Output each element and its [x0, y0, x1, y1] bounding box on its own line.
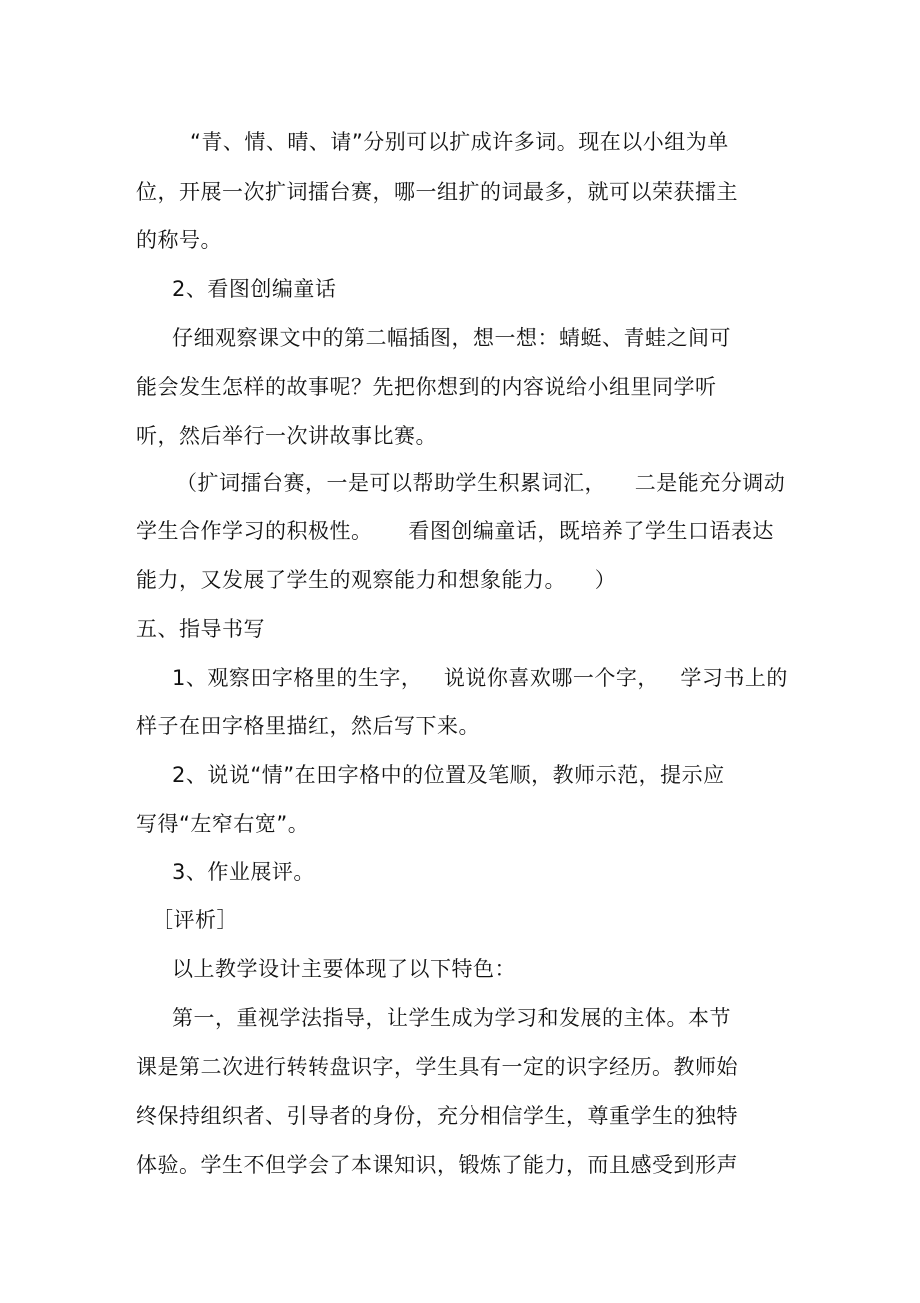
section-heading: 2、看图创编童话	[172, 277, 337, 301]
paragraph-line: 3、作业展评。	[172, 860, 315, 884]
paragraph-line: 仔细观察课文中的第二幅插图，想一想：蜻蜓、青蛙之间可	[172, 326, 731, 350]
commentary-line: （扩词擂台赛，一是可以帮助学生积累词汇， 二是能充分调动	[176, 471, 786, 495]
section-heading: 五、指导书写	[136, 617, 265, 641]
paragraph-line: 1、观察田字格里的生字， 说说你喜欢哪一个字， 学习书上的	[172, 666, 788, 690]
commentary-line: 学生合作学习的积极性。 看图创编童话，既培养了学生口语表达	[136, 519, 774, 543]
paragraph-line: 体验。学生不但学会了本课知识，锻炼了能力，而且感受到形声	[136, 1153, 738, 1177]
commentary-line: 能力，又发展了学生的观察能力和想象能力。 ）	[136, 568, 617, 592]
paragraph-line: 写得“左窄右宽”。	[136, 812, 310, 836]
paragraph-line: 听，然后举行一次讲故事比赛。	[136, 424, 437, 448]
paragraph-line: 2、说说“情”在田字格中的位置及笔顺，教师示范，提示应	[172, 763, 725, 787]
paragraph-line: 的称号。	[136, 228, 222, 252]
paragraph-line: 位，开展一次扩词擂台赛，哪一组扩的词最多，就可以荣获擂主	[136, 180, 738, 204]
paragraph-line: 第一，重视学法指导，让学生成为学习和发展的主体。本节	[172, 1006, 731, 1030]
section-heading: ［评析］	[152, 908, 238, 932]
paragraph-line: 以上教学设计主要体现了以下特色：	[172, 957, 516, 981]
paragraph-line: 样子在田字格里描红，然后写下来。	[136, 714, 480, 738]
paragraph-line: 能会发生怎样的故事呢？先把你想到的内容说给小组里同学听	[136, 375, 717, 399]
paragraph-line: 课是第二次进行转转盘识字，学生具有一定的识字经历。教师始	[136, 1055, 738, 1079]
paragraph-line: 终保持组织者、引导者的身份，充分相信学生，尊重学生的独特	[136, 1104, 738, 1128]
paragraph-line: “青、情、晴、请”分别可以扩成许多词。现在以小组为单	[190, 130, 729, 154]
